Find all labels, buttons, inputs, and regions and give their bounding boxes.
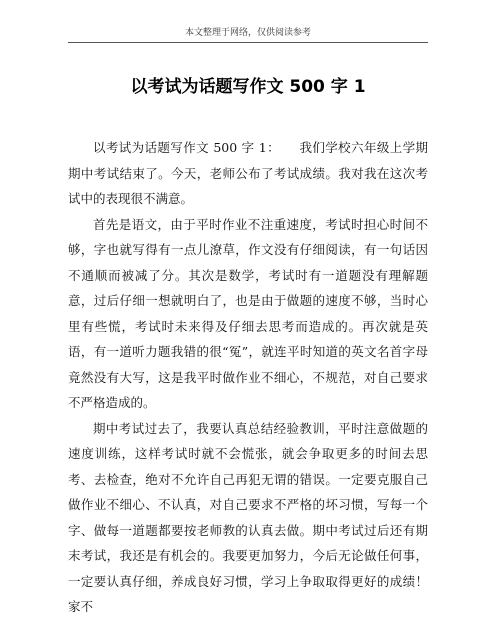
document-title: 以考试为话题写作文 500 字 1 (130, 77, 366, 97)
header-note: 本文整理于网络，仅供阅读参考 (184, 28, 311, 38)
paragraph-subjects: 首先是语文，由于平时作业不注重速度，考试时担心时间不够，字也就写得有一点儿潦草，作文没有仔细阅读，有一句话因不通顺而被减了分。其次是数学，考试时有一道题没有理解题意，过后仔细一想就明白了，也是由于做题的速度不够，当时心里有些慌，考试时未来得及仔细去思考而造成的。再次就是英语，有一道听力题我错的很“冤”，就连平时知道的英文名首字母竟然没有大写，这是我平时做作业不细心，不规范，对自己要求不严格造成的。 (68, 216, 428, 410)
header-divider (68, 42, 428, 43)
paragraph-reflection: 期中考试过去了，我要认真总结经验教训，平时注意做题的速度训练，这样考试时就不会慌张，就会争取更多的时间去思考、去检查，绝对不允许自己再犯无谓的错误。一定要克服自己做作业不细心、不认真，对自己要求不严格的坏习惯，写每一个字、做每一道题都要按老师教的认真去做。期中考试过后还有期末考试，我还是有机会的。我要更加努力，今后无论做任何事，一定要认真仔细，养成良好习惯，学习上争取取得更好的成绩！家不 (68, 420, 428, 614)
paragraph-intro: 以考试为话题写作文 500 字 1： 我们学校六年级上学期期中考试结束了。今天，老师公布了考试成绩。我对我在这次考试中的表现很不满意。 (68, 140, 428, 206)
document-body (68, 135, 428, 620)
